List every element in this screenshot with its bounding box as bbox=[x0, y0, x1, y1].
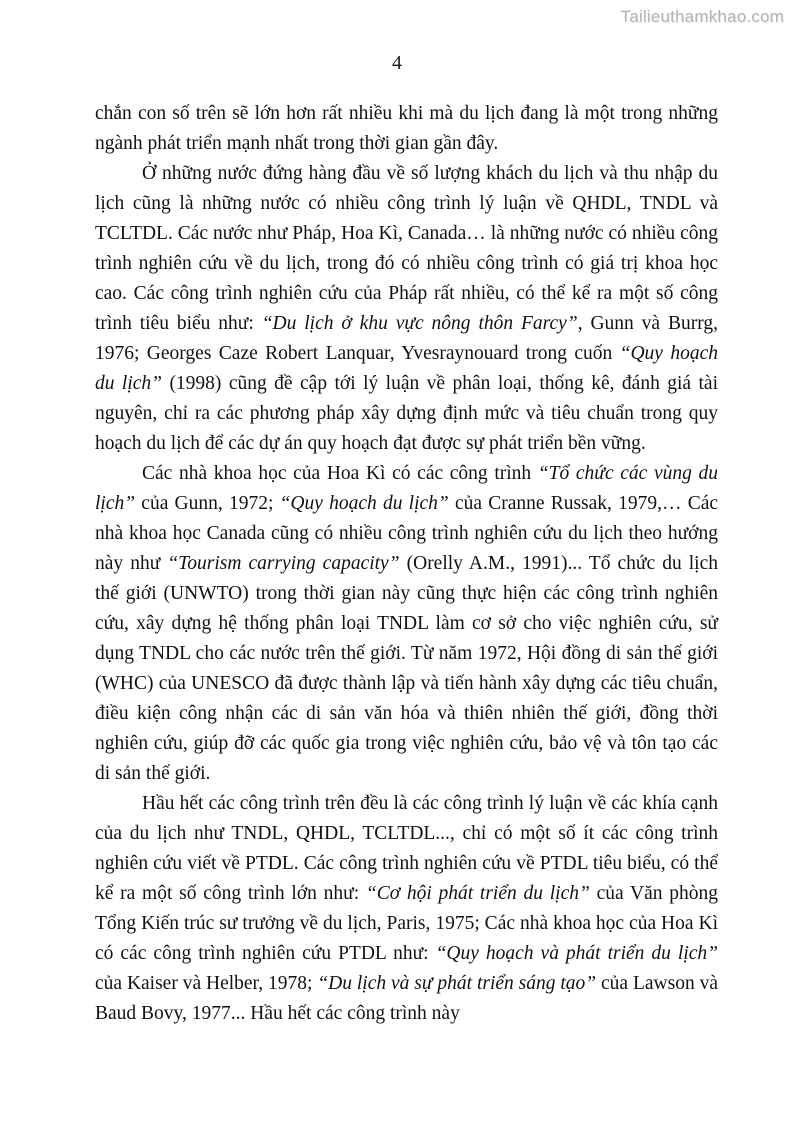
text-run-italic: “Tổ chức các vùng du lịch” bbox=[95, 463, 719, 514]
text-run-italic: “Du lịch và sự phát triển sáng tạo” bbox=[317, 973, 597, 994]
text-run: Hầu hết các công trình trên đều là các công trình lý luận về các khía cạnh của du lịch như TNDL, QHDL, TCLTDL..., chỉ có một số ít các công trình nghiên cứu viết về PTDL. Các công trình nghiên cứu về PTDL tiêu biểu, có thể kể ra một số công trình lớn như: bbox=[95, 793, 718, 904]
text-run-italic: “Tourism carrying capacity” bbox=[167, 553, 400, 574]
paragraph bbox=[95, 789, 718, 1029]
watermark: Tailieuthamkhao.com bbox=[620, 7, 784, 26]
text-run: (1998) cũng đề cập tới lý luận về phân loại, thống kê, đánh giá tài nguyên, chỉ ra các phương pháp xây dựng định mức và tiêu chuẩn trong quy hoạch du lịch để các dự án quy hoạch đạt được sự phát triển bền vững. bbox=[95, 373, 718, 454]
text-run-italic: “Cơ hội phát triển du lịch” bbox=[365, 883, 590, 904]
paragraph bbox=[95, 459, 718, 789]
text-run: Các nhà khoa học của Hoa Kì có các công trình bbox=[142, 463, 538, 484]
text-run: của Văn phòng Tổng Kiến trúc sư trưởng về du lịch, Paris, 1975; Các nhà khoa học của Hoa Kì có các công trình nghiên cứu PTDL như: bbox=[95, 883, 718, 964]
text-run: chắn con số trên sẽ lớn hơn rất nhiều khi mà du lịch đang là một trong những ngành phát triển mạnh nhất trong thời gian gần đây. bbox=[95, 103, 718, 154]
text-run: của Gunn, 1972; bbox=[135, 493, 280, 514]
document-body bbox=[0, 99, 794, 1029]
text-run: của Cranne Russak, 1979,… Các nhà khoa học Canada cũng có nhiều công trình nghiên cứu du lịch theo hướng này như bbox=[95, 493, 719, 574]
paragraph bbox=[95, 159, 718, 459]
text-run: Ở những nước đứng hàng đầu về số lượng khách du lịch và thu nhập du lịch cũng là những nước có nhiều công trình lý luận về QHDL, TNDL và TCLTDL. Các nước như Pháp, Hoa Kì, Canada… là những nước có nhiều công trình nghiên cứu về du lịch, trong đó có nhiều công trình có giá trị khoa học cao. Các công trình nghiên cứu của Pháp rất nhiều, có thể kể ra một số công trình tiêu biểu như: bbox=[95, 163, 718, 334]
text-run-italic: “Quy hoạch du lịch” bbox=[95, 343, 718, 394]
text-run: của Lawson và Baud Bovy, 1977... Hầu hết các công trình này bbox=[95, 973, 718, 1024]
paragraph bbox=[95, 99, 718, 159]
text-run-italic: “Quy hoạch và phát triển du lịch” bbox=[435, 943, 718, 964]
text-run-italic: “Du lịch ở khu vực nông thôn Farcy” bbox=[261, 313, 578, 334]
text-run-italic: “Quy hoạch du lịch” bbox=[279, 493, 449, 514]
text-run: (Orelly A.M., 1991)... Tổ chức du lịch thế giới (UNWTO) trong thời gian này cũng thực hiện các công trình nghiên cứu, xây dựng hệ thống phân loại TNDL làm cơ sở cho việc nghiên cứu, sử dụng TNDL cho các nước trên thế giới. Từ năm 1972, Hội đồng di sản thế giới (WHC) của UNESCO đã được thành lập và tiến hành xây dựng các tiêu chuẩn, điều kiện công nhận các di sản văn hóa và thiên nhiên thế giới, đồng thời nghiên cứu, giúp đỡ các quốc gia trong việc nghiên cứu, bảo vệ và tôn tạo các di sản thế giới. bbox=[95, 553, 718, 784]
page-number: 4 bbox=[392, 52, 402, 74]
text-run: của Kaiser và Helber, 1978; bbox=[95, 973, 318, 994]
text-run: , Gunn và Burrg, 1976; Georges Caze Robert Lanquar, Yvesraynouard trong cuốn bbox=[95, 313, 718, 364]
